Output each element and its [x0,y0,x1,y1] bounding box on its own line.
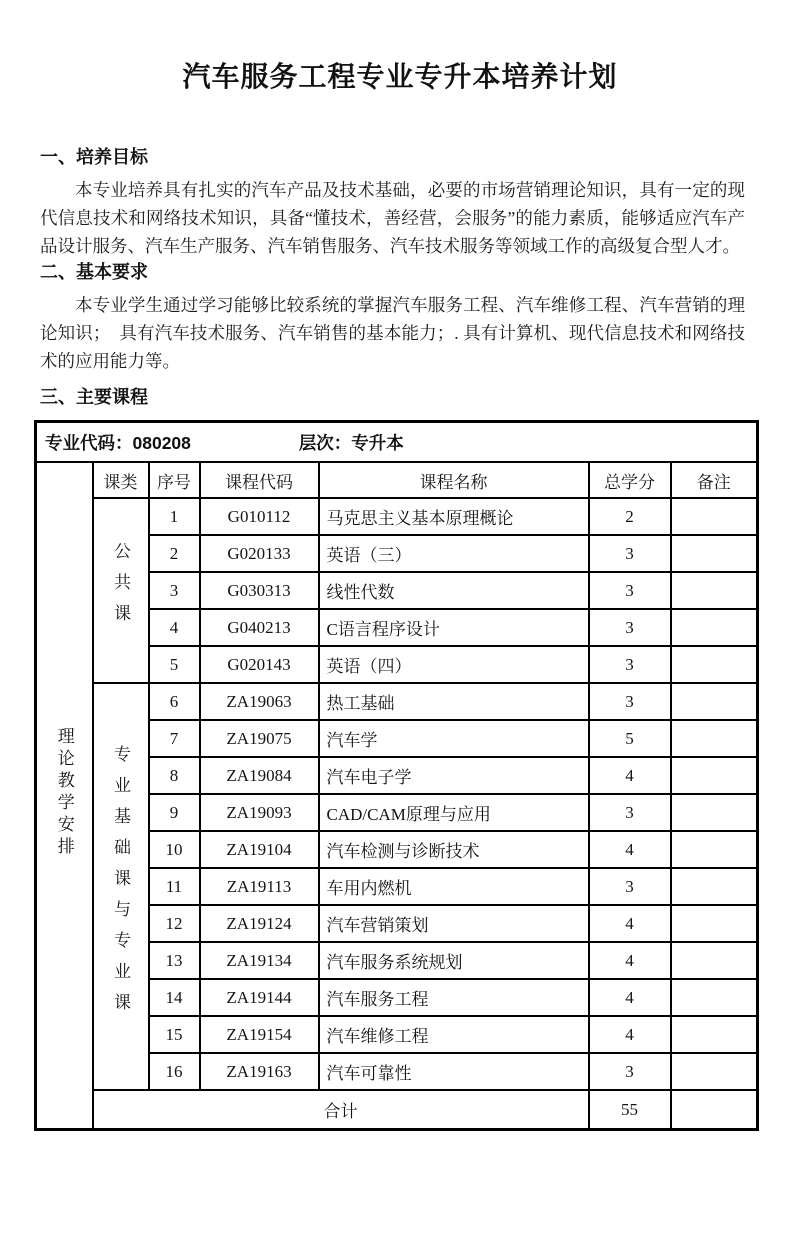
course-code-cell: G030313 [200,572,319,609]
course-name-cell: 汽车可靠性 [319,1053,589,1090]
course-seq-cell: 11 [149,868,200,905]
course-credits-cell: 3 [589,646,671,683]
page-title: 汽车服务工程专业专升本培养计划 [182,61,618,92]
course-code-cell: G020133 [200,535,319,572]
table-meta-row [36,422,758,463]
course-name-cell: 车用内燃机 [319,868,589,905]
col-header-category: 课类 [93,462,149,498]
course-seq-cell: 15 [149,1016,200,1053]
course-row [36,683,758,720]
course-seq-cell: 13 [149,942,200,979]
section1-paragraph: 本专业培养具有扎实的汽车产品及技术基础，必要的市场营销理论知识，具有一定的现代信息技术和网络技术知识，具备“懂技术，善经营，会服务”的能力素质，能够适应汽车产品设计服务、汽车生产服务、汽车销售服务、汽车技术服务等领域工作的高级复合型人才。 [40,180,745,256]
section2-heading: 二、基本要求 [40,262,148,282]
course-credits-cell: 4 [589,979,671,1016]
course-seq-cell: 4 [149,609,200,646]
course-name-cell: 汽车服务系统规划 [319,942,589,979]
document-page [0,58,800,1131]
course-seq-cell: 12 [149,905,200,942]
course-seq-cell: 10 [149,831,200,868]
course-code-cell: ZA19163 [200,1053,319,1090]
course-credits-cell: 3 [589,794,671,831]
course-code-cell: ZA19063 [200,683,319,720]
course-row [36,498,758,535]
category-cell [93,498,149,683]
course-table [34,420,759,1131]
course-code-cell: ZA19134 [200,942,319,979]
course-seq-cell: 1 [149,498,200,535]
course-credits-cell: 3 [589,683,671,720]
course-remarks-cell [671,498,758,535]
course-name-cell: 热工基础 [319,683,589,720]
course-remarks-cell [671,831,758,868]
course-code-cell: ZA19093 [200,794,319,831]
major-code-label: 专业代码：080208 [45,432,191,453]
course-seq-cell: 9 [149,794,200,831]
course-code-cell: ZA19144 [200,979,319,1016]
course-credits-cell: 3 [589,1053,671,1090]
course-credits-cell: 4 [589,831,671,868]
total-label-cell: 合计 [93,1090,589,1130]
course-code-cell: ZA19113 [200,868,319,905]
course-name-cell: 汽车电子学 [319,757,589,794]
category-cell [93,683,149,1090]
course-name-cell: 汽车服务工程 [319,979,589,1016]
theory-teaching-cell [36,462,93,1130]
course-credits-cell: 4 [589,1016,671,1053]
level-label: 层次：专升本 [298,432,404,453]
col-header-credits: 总学分 [589,462,671,498]
course-remarks-cell [671,646,758,683]
col-header-seq: 序号 [149,462,200,498]
course-credits-cell: 5 [589,720,671,757]
course-name-cell: C语言程序设计 [319,609,589,646]
course-credits-cell: 3 [589,868,671,905]
course-seq-cell: 5 [149,646,200,683]
course-credits-cell: 4 [589,757,671,794]
course-code-cell: ZA19104 [200,831,319,868]
course-name-cell: 汽车维修工程 [319,1016,589,1053]
course-remarks-cell [671,868,758,905]
course-name-cell: 汽车学 [319,720,589,757]
course-credits-cell: 4 [589,942,671,979]
col-header-remarks: 备注 [671,462,758,498]
course-name-cell: 汽车营销策划 [319,905,589,942]
course-remarks-cell [671,1053,758,1090]
table-meta-cell [36,422,758,463]
course-name-cell: 线性代数 [319,572,589,609]
course-remarks-cell [671,794,758,831]
course-seq-cell: 3 [149,572,200,609]
course-seq-cell: 8 [149,757,200,794]
col-header-code: 课程代码 [200,462,319,498]
theory-teaching-label: 理论教学安排 [54,727,74,859]
course-credits-cell: 3 [589,535,671,572]
course-name-cell: CAD/CAM原理与应用 [319,794,589,831]
course-name-cell: 马克思主义基本原理概论 [319,498,589,535]
course-code-cell: ZA19124 [200,905,319,942]
course-remarks-cell [671,683,758,720]
total-remarks-cell [671,1090,758,1130]
course-code-cell: G040213 [200,609,319,646]
course-credits-cell: 3 [589,572,671,609]
course-code-cell: ZA19154 [200,1016,319,1053]
course-seq-cell: 14 [149,979,200,1016]
section2-paragraph: 本专业学生通过学习能够比较系统的掌握汽车服务工程、汽车维修工程、汽车营销的理论知识； 具有汽车技术服务、汽车销售的基本能力；. 具有计算机、现代信息技术和网络技术的应用能力等。 [40,295,745,371]
course-remarks-cell [671,905,758,942]
section1-heading: 一、培养目标 [40,147,148,167]
course-code-cell: ZA19075 [200,720,319,757]
course-code-cell: G020143 [200,646,319,683]
course-name-cell: 英语（四） [319,646,589,683]
section3-heading: 三、主要课程 [40,387,148,407]
course-remarks-cell [671,757,758,794]
course-credits-cell: 4 [589,905,671,942]
course-code-cell: G010112 [200,498,319,535]
course-remarks-cell [671,720,758,757]
course-credits-cell: 3 [589,609,671,646]
course-remarks-cell [671,609,758,646]
course-seq-cell: 16 [149,1053,200,1090]
category-label: 专业基础课与专业课 [111,744,130,1024]
course-seq-cell: 2 [149,535,200,572]
course-remarks-cell [671,572,758,609]
total-row [36,1090,758,1130]
course-name-cell: 汽车检测与诊断技术 [319,831,589,868]
course-code-cell: ZA19084 [200,757,319,794]
course-remarks-cell [671,535,758,572]
category-label: 公共课 [111,541,130,635]
course-name-cell: 英语（三） [319,535,589,572]
course-remarks-cell [671,942,758,979]
col-header-name: 课程名称 [319,462,589,498]
course-remarks-cell [671,979,758,1016]
course-remarks-cell [671,1016,758,1053]
course-seq-cell: 7 [149,720,200,757]
total-credits-cell: 55 [589,1090,671,1130]
table-header-row [36,462,758,498]
course-credits-cell: 2 [589,498,671,535]
course-seq-cell: 6 [149,683,200,720]
